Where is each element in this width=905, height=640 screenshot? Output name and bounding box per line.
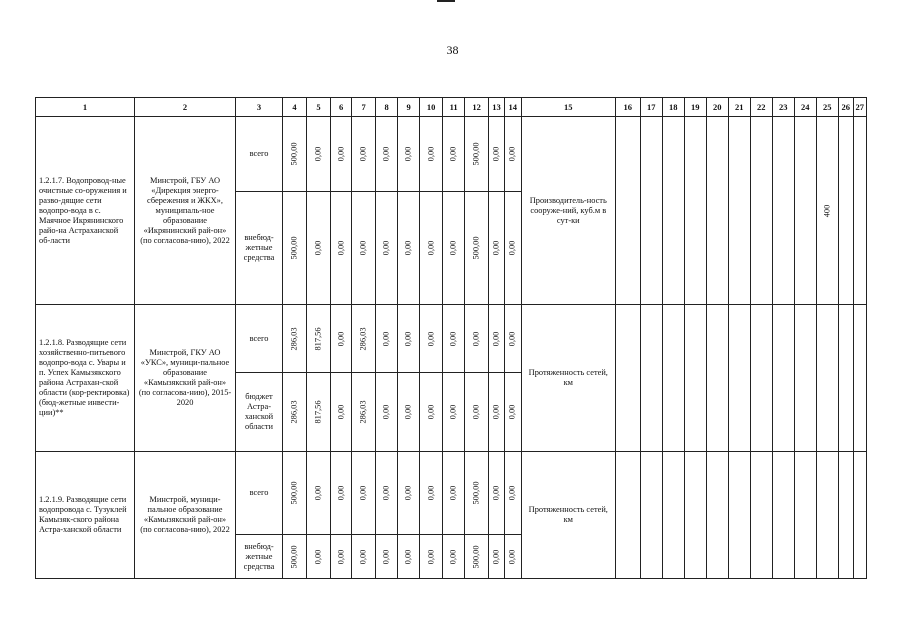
value-cell — [352, 535, 376, 579]
value-text: 500,00 — [289, 544, 299, 569]
value-text: 0,00 — [507, 549, 517, 564]
value-cell — [504, 305, 521, 373]
value-text: 0,00 — [403, 549, 413, 564]
header-cell: 19 — [684, 98, 706, 117]
target-cell — [684, 117, 706, 305]
value-cell — [376, 452, 398, 535]
value-cell — [443, 373, 465, 452]
funding-source: бюджет Астра-ханской области — [236, 373, 283, 452]
value-cell — [443, 535, 465, 579]
target-cell — [615, 452, 640, 579]
target-cell — [684, 305, 706, 452]
value-text: 0,00 — [471, 331, 481, 346]
value-cell — [376, 305, 398, 373]
target-cell — [706, 305, 728, 452]
value-text: 0,00 — [358, 485, 368, 501]
value-cell — [443, 192, 465, 305]
value-cell — [489, 192, 505, 305]
header-cell: 27 — [853, 98, 866, 117]
value-text: 0,00 — [403, 404, 413, 420]
value-text: 0,00 — [358, 549, 368, 564]
target-cell — [684, 452, 706, 579]
value-text: 0,00 — [381, 146, 391, 162]
value-text: 817,56 — [313, 400, 323, 424]
table-row — [36, 452, 867, 535]
value-cell — [398, 117, 420, 192]
target-cell — [706, 117, 728, 305]
value-cell — [465, 535, 489, 579]
value-cell — [465, 117, 489, 192]
value-cell — [307, 117, 331, 192]
value-cell — [489, 535, 505, 579]
measure-name: 1.2.1.9. Разводящие сети водопровода с. Тузуклей Камызяк-ского района Астра-ханской области — [36, 452, 135, 579]
target-cell — [640, 452, 662, 579]
target-cell — [750, 117, 772, 305]
header-cell: 21 — [728, 98, 750, 117]
value-text: 0,00 — [471, 404, 481, 420]
program-table — [35, 97, 867, 579]
header-cell: 9 — [398, 98, 420, 117]
target-cell — [662, 452, 684, 579]
target-cell — [853, 452, 866, 579]
value-text: 0,00 — [336, 485, 346, 501]
value-cell — [307, 192, 331, 305]
value-text: 0,00 — [426, 404, 436, 420]
value-cell — [331, 452, 352, 535]
executor-cell: Минстрой, ГКУ АО «УКС», муници-пальное образование «Камызякский рай-он» (по согласова-нию), 2015-2020 — [135, 305, 236, 452]
value-text: 0,00 — [403, 331, 413, 346]
target-cell — [772, 117, 794, 305]
value-text: 0,00 — [426, 549, 436, 564]
funding-source: всего — [236, 452, 283, 535]
value-cell — [331, 192, 352, 305]
value-cell — [283, 192, 307, 305]
target-cell — [816, 452, 838, 579]
header-cell: 8 — [376, 98, 398, 117]
target-value: 400 — [822, 204, 832, 217]
value-text: 286,03 — [358, 326, 368, 351]
header-cell: 12 — [465, 98, 489, 117]
value-text: 0,00 — [403, 485, 413, 501]
value-text: 500,00 — [289, 142, 299, 166]
target-cell — [750, 452, 772, 579]
value-text: 0,00 — [507, 146, 517, 162]
header-cell: 26 — [838, 98, 853, 117]
target-cell — [816, 117, 838, 305]
value-cell — [376, 192, 398, 305]
value-cell — [443, 452, 465, 535]
value-text: 0,00 — [507, 331, 517, 346]
value-text: 0,00 — [507, 485, 517, 501]
value-cell — [352, 305, 376, 373]
funding-source: внебюд-жетные средства — [236, 192, 283, 305]
value-cell — [398, 535, 420, 579]
header-cell: 16 — [615, 98, 640, 117]
value-text: 0,00 — [491, 240, 501, 256]
value-cell — [376, 535, 398, 579]
value-cell — [307, 535, 331, 579]
value-cell — [465, 305, 489, 373]
value-text: 0,00 — [403, 240, 413, 256]
header-cell: 25 — [816, 98, 838, 117]
value-text: 0,00 — [491, 549, 501, 564]
target-cell — [772, 305, 794, 452]
value-cell — [489, 305, 505, 373]
value-cell — [376, 117, 398, 192]
value-cell — [331, 305, 352, 373]
value-cell — [504, 117, 521, 192]
measure-name: 1.2.1.8. Разводящие сети хозяйственно-питьевого водопро-вода с. Увары и п. Успех Камызякского района Астрахан-ской области (кор-ректировка) (бюд-жетные инвести-ции)** — [36, 305, 135, 452]
header-cell: 2 — [135, 98, 236, 117]
value-cell — [465, 373, 489, 452]
value-text: 0,00 — [448, 240, 458, 256]
value-text: 0,00 — [336, 240, 346, 256]
funding-source: внебюд-жетные средства — [236, 535, 283, 579]
value-cell — [489, 452, 505, 535]
table-row — [36, 117, 867, 192]
value-text: 0,00 — [313, 146, 323, 162]
target-cell — [750, 305, 772, 452]
header-cell: 3 — [236, 98, 283, 117]
value-text: 0,00 — [336, 146, 346, 162]
value-text: 817,56 — [313, 326, 323, 351]
value-cell — [504, 535, 521, 579]
target-cell — [853, 117, 866, 305]
header-cell: 17 — [640, 98, 662, 117]
target-cell — [640, 117, 662, 305]
target-cell — [853, 305, 866, 452]
header-cell: 15 — [521, 98, 615, 117]
value-cell — [283, 373, 307, 452]
value-cell — [420, 192, 443, 305]
value-cell — [352, 192, 376, 305]
target-cell — [662, 117, 684, 305]
measure-name: 1.2.1.7. Водопровод-ные очистные со-оружения и разво-дящие сети водопро-вода в с. Маячное Икрянинского райо-на Астраханской об-ласти — [36, 117, 135, 305]
value-cell — [376, 373, 398, 452]
target-cell — [728, 305, 750, 452]
value-text: 0,00 — [336, 549, 346, 564]
header-cell: 18 — [662, 98, 684, 117]
value-text: 0,00 — [448, 485, 458, 501]
value-text: 286,03 — [358, 400, 368, 424]
value-text: 0,00 — [426, 485, 436, 501]
target-cell — [794, 305, 816, 452]
value-text: 0,00 — [336, 404, 346, 420]
target-cell — [615, 305, 640, 452]
value-cell — [420, 535, 443, 579]
page-number: 38 — [446, 43, 459, 57]
value-text: 0,00 — [381, 331, 391, 346]
target-cell — [838, 305, 853, 452]
header-cell: 13 — [489, 98, 505, 117]
value-text: 0,00 — [507, 240, 517, 256]
target-cell — [615, 117, 640, 305]
header-row — [36, 98, 867, 117]
indicator-cell: Протяженность сетей, км — [521, 452, 615, 579]
value-cell — [465, 452, 489, 535]
header-cell: 1 — [36, 98, 135, 117]
indicator-cell: Протяженность сетей, км — [521, 305, 615, 452]
value-text: 0,00 — [448, 549, 458, 564]
value-text: 0,00 — [507, 404, 517, 420]
value-text: 0,00 — [358, 146, 368, 162]
value-text: 286,03 — [289, 400, 299, 424]
header-cell: 6 — [331, 98, 352, 117]
value-text: 0,00 — [381, 485, 391, 501]
executor-cell: Минстрой, ГБУ АО «Дирекция энерго-сбережения и ЖКХ», муниципаль-ное образование «Икрянинский рай-он» (по согласова-нию), 2022 — [135, 117, 236, 305]
top-rule-mark — [437, 0, 455, 2]
value-text: 0,00 — [313, 549, 323, 564]
target-cell — [640, 305, 662, 452]
value-cell — [331, 373, 352, 452]
header-cell: 22 — [750, 98, 772, 117]
value-text: 0,00 — [448, 146, 458, 162]
value-cell — [283, 452, 307, 535]
value-text: 500,00 — [289, 236, 299, 260]
value-cell — [352, 117, 376, 192]
target-cell — [794, 452, 816, 579]
value-cell — [489, 373, 505, 452]
value-cell — [352, 452, 376, 535]
value-text: 0,00 — [313, 240, 323, 256]
value-cell — [489, 117, 505, 192]
header-cell: 11 — [443, 98, 465, 117]
target-cell — [728, 452, 750, 579]
funding-source: всего — [236, 305, 283, 373]
header-cell: 24 — [794, 98, 816, 117]
value-cell — [398, 192, 420, 305]
value-cell — [504, 373, 521, 452]
header-cell: 5 — [307, 98, 331, 117]
value-cell — [420, 305, 443, 373]
value-text: 0,00 — [313, 485, 323, 501]
value-cell — [283, 305, 307, 373]
value-cell — [283, 117, 307, 192]
value-text: 0,00 — [426, 146, 436, 162]
header-cell: 14 — [504, 98, 521, 117]
value-cell — [420, 452, 443, 535]
value-text: 0,00 — [491, 146, 501, 162]
header-cell: 10 — [420, 98, 443, 117]
value-text: 500,00 — [471, 481, 481, 505]
value-cell — [331, 535, 352, 579]
value-cell — [465, 192, 489, 305]
value-cell — [307, 373, 331, 452]
value-text: 0,00 — [403, 146, 413, 162]
value-text: 500,00 — [471, 142, 481, 166]
value-cell — [352, 373, 376, 452]
value-text: 500,00 — [289, 481, 299, 505]
value-cell — [307, 452, 331, 535]
target-cell — [706, 452, 728, 579]
value-text: 0,00 — [426, 331, 436, 346]
target-cell — [794, 117, 816, 305]
target-cell — [662, 305, 684, 452]
value-text: 0,00 — [336, 331, 346, 346]
target-cell — [772, 452, 794, 579]
value-text: 0,00 — [358, 240, 368, 256]
value-cell — [420, 373, 443, 452]
value-text: 0,00 — [426, 240, 436, 256]
table-row — [36, 305, 867, 373]
value-text: 286,03 — [289, 326, 299, 351]
value-text: 0,00 — [448, 331, 458, 346]
value-text: 0,00 — [381, 404, 391, 420]
value-cell — [443, 305, 465, 373]
value-cell — [398, 452, 420, 535]
value-text: 500,00 — [471, 236, 481, 260]
header-cell: 7 — [352, 98, 376, 117]
value-text: 0,00 — [381, 549, 391, 564]
value-text: 500,00 — [471, 544, 481, 569]
target-cell — [838, 452, 853, 579]
header-cell: 23 — [772, 98, 794, 117]
value-text: 0,00 — [491, 404, 501, 420]
value-cell — [283, 535, 307, 579]
value-cell — [398, 373, 420, 452]
value-text: 0,00 — [381, 240, 391, 256]
header-cell: 4 — [283, 98, 307, 117]
value-cell — [504, 452, 521, 535]
value-cell — [443, 117, 465, 192]
executor-cell: Минстрой, муници-пальное образование «Камызякский рай-он» (по согласова-нию), 2022 — [135, 452, 236, 579]
value-cell — [420, 117, 443, 192]
value-cell — [307, 305, 331, 373]
value-cell — [504, 192, 521, 305]
header-cell: 20 — [706, 98, 728, 117]
target-cell — [728, 117, 750, 305]
value-text: 0,00 — [491, 331, 501, 346]
value-cell — [398, 305, 420, 373]
value-cell — [331, 117, 352, 192]
value-text: 0,00 — [448, 404, 458, 420]
funding-source: всего — [236, 117, 283, 192]
target-cell — [838, 117, 853, 305]
target-cell — [816, 305, 838, 452]
indicator-cell: Производитель-ность сооруже-ний, куб.м в сут-ки — [521, 117, 615, 305]
value-text: 0,00 — [491, 485, 501, 501]
